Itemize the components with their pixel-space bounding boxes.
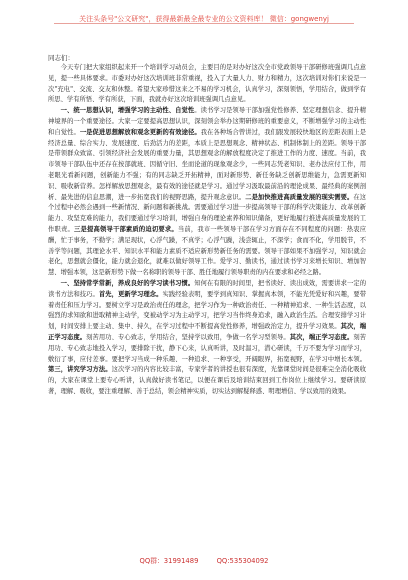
paragraph-section-2: [48, 279, 366, 398]
text-run: 在这个过程中必然会遇到一些新情况、新问题和新挑战。需要通过学习进一步提高领导干部的科学决策能力、改革创新能力、攻坚克难的能力，我们要通过学习培训，增强自身的理论素养和知识储备，更好地履行推进高质量发展的工作职责。: [48, 193, 366, 233]
paragraph-section-1: [48, 106, 366, 279]
bold-run: 其次，端正学习态度。: [48, 323, 366, 341]
bold-run: 三是提高领导干部素质的迫切要求。: [73, 225, 178, 233]
text-run: 当前，我市一些领导干部在学习方面存在不同程度的问题：热衷应酬，忙于事务，不勤学；满足现状，心浮气躁，不真学；心浮气躁，浅尝辄止，不深学；食而不化，学用脱节，不善学等问题，其理论水平、知识水平和能力素质不适应新形势新任务的需要。领导干部如果不加强学习，知识就会老化，思想就会僵化，能力就会退化，就难以做好领导工作。爱学习、勤读书，通过读书学习来增长知识、增加智慧、增强本领，这是新形势下做一名称职的领导干部、胜任地履行领导职责的内在要求和必经之路。: [48, 225, 366, 277]
bold-run: 一、统一思想认识，增强学习的主动性、自觉性: [60, 107, 195, 115]
document-body: [48, 63, 366, 550]
text-run: 知何在有限的时间里，把书读好、读出成效，需要讲求一定的读书方法和技巧。: [48, 279, 366, 298]
qq-group: QQ群：31991489: [139, 557, 199, 565]
text-run: 这次学习的内容比较丰富，专家学者的讲授也很有深度，光靠课堂时间是很难完全消化吸收的，大家在课堂上要专心听讲，认真做好读书笔记，以便在课后及培训结束回到工作岗位上继续学习。要研读原著，理解、吸收，要注重理解、善于总结，领会精神实质，切实达到解疑释惑、明理增信、学以致用的效果。: [48, 366, 366, 395]
text-run: 今天专门把大家组织起来开一个培训学习动员会，主要目的是对办好这次全市党政领导干部研修班强调几点意见，提一些具体要求。市委对办好这次培训班非常重视，投入了大量人力、财力和精力，这次培训对你们来说是一次"充电"、交流、交友和休整。希望大家珍惜这来之不易的学习机会，认真学习，深刻领悟，学用结合，做到学有所思、学有所悟、学有所获，下面，我就办好这次培训班强调几点意见。: [48, 64, 366, 104]
text-run: 实践经验表明，要学到真知识、掌握真本领，不能光凭爱好和兴趣，要带着责任和压力学习。要树立学习是政治责任的理念，把学习作为一种政治责任、一种精神追求、一种生活态度，以强烈的求知欲和进取精神主动学，变被动学习为主动学习，把学习当作终身追求，融入政治生活。合理安排学习计划，时间安排上要主动、集中、持久，在学习过程中不断提高党性修养，增强政治定力，提升学习效果。: [48, 290, 366, 331]
text-run: 。读书学习是领导干部加强党性修养、坚定理想信念、提升精神境界的一个重要途径。大家一定要提高思想认识，深刻领会举办这期研修班的重要意义，不断增强学习的主动性和自觉性。: [48, 107, 366, 136]
bold-run: 第三，讲究学习方法。: [48, 366, 112, 374]
bold-run: 其次，端正学习态度。: [289, 333, 354, 341]
qq-number: QQ:535304092: [216, 557, 269, 565]
paragraph-intro: [48, 63, 366, 106]
bold-run: 一是促进思想解放和观念更新的有效途径。: [79, 128, 201, 136]
bold-run: 首先，更新学习理念。: [98, 290, 163, 298]
text-run: 刻苦用功、专心致志地投入学习，要排除干扰，静下心来，认真听讲，及时温习，潜心研读，千万不要为学习而学习，敷衍了事，应付差事。要把学习当成一种乐趣、一种追求、一种享受，开阔眼界，拓宽视野，在学习中增长本领。: [48, 333, 366, 363]
greeting: 同志们：: [48, 54, 74, 62]
text-run: 我在各种场合曾讲过，我们跟发展较快地区的差距表面上是经济总量、综合实力、发展速度、后劲活力的差距，本质上是思想观念、精神状态、机制体制上的差距。领导干部是带领群众致富、引领经济社会发展的重要力量，其思想观念的解放程度决定了推进工作的力度、速度。当前，我市领导干部队伍中还存在按部就班、因循守旧、坐而论道的现象观念少，一些同志凭老知识、老办法应付工作，用老眼光看新问题，创新能力不强；有的同志缺乏开拓精神，面对新形势、新任务缺乏创新思维能力，急需更新知识、吸收新营养。怎样解放思想观念，最有效的途径就是学习。通过学习汲取最前沿的理论成果、最经典的案例剖析、最先进的信息思潮，进一步拓宽我们的视野思路，提升观念意识。: [48, 128, 366, 201]
bold-run: 一、坚持常学常新，养成良好的学习读书习惯。: [60, 279, 195, 287]
footer-contact: [0, 555, 408, 565]
text-run: 刻苦用功、专心致志，学用结合，坚持学以致用，争做一名学习型领导。: [86, 333, 290, 341]
promo-banner: 关注头条号"公文研究"，获得最新最全最专业的公文资料库！ 微信：gongwenyj: [0, 14, 408, 24]
bold-run: 二是加快推进高质量发展的现实需要。: [245, 193, 354, 201]
